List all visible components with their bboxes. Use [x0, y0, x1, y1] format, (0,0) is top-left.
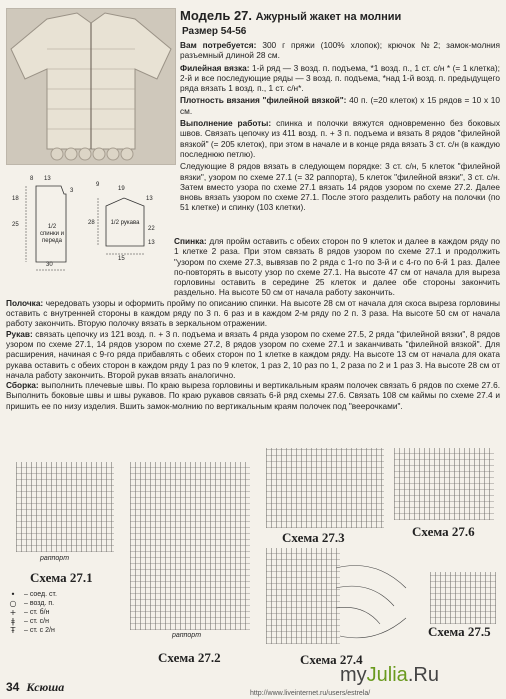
chain-stitch-icon: ○ — [9, 599, 17, 608]
double-crochet-icon: ǂ — [11, 617, 15, 626]
assembly-text: выполнить плечевые швы. По краю выреза горловины и вертикальным краям полочек связать 6 рядов по схеме 27.6. Выполнить боковые швы и швы рукавов. По краю рукавов связать 6-й ряд схемы 27.6. Связать 108 см каймы по схеме 27.4 и пришить ее по низу изделия. Вшить замок-молнию по вертикальным краям полочек под "веерочками". — [6, 380, 500, 411]
scheme-27-3-caption: Схема 27.3 — [282, 530, 345, 545]
page-number: 34 — [6, 680, 20, 694]
scheme-27-1-caption: Схема 27.1 — [30, 570, 93, 585]
work-paragraph — [180, 118, 500, 159]
dim-9: 9 — [96, 182, 100, 188]
scheme-27-3-diagram — [266, 448, 384, 528]
model-title — [180, 8, 401, 23]
scheme-27-5-diagram — [430, 572, 496, 624]
single-crochet-icon: + — [9, 608, 17, 617]
back-paragraph — [6, 236, 500, 298]
scheme-27-4-diagram — [266, 548, 416, 648]
continuation-paragraph: Следующие 8 рядов вязать в следующем порядке: 3 ст. с/н, 5 клеток "филейной вязки", узором по схеме 27.1 (= 32 раппорта), 5 клеток "филейной вязки", 3 ст. с/н. Затем вместо узора по схеме 27.1 вязать 14 рядов узором по схеме 27.2. Далее вновь вязать узором по схеме 27.1. После этого разделить работу на полочки (по 51 клетке) и спинку (103 клетки). — [180, 161, 500, 213]
dim-13c: 13 — [148, 240, 155, 246]
treble-crochet-icon: Ŧ — [10, 626, 16, 635]
scheme-27-4-caption: Схема 27.4 — [300, 652, 363, 667]
model-number: Модель 27. — [180, 8, 253, 23]
watermark-part: my — [340, 664, 367, 686]
size-label: Размер 54-56 — [182, 26, 247, 37]
scheme-27-5-caption: Схема 27.5 — [428, 624, 491, 639]
sleeve-text: связать цепочку из 121 возд. п. + 3 п. подъема и вязать 4 ряда узором по схеме 27.5, 2 ряда "филейной вязки", 8 рядов узором по схеме 27.1, 14 рядов узором по схеме 27.2, 8 рядов узором по схеме 27.1 и заканчивать "филейной вязкой". Для расширения, начиная с 9-го ряда прибавлять с обеих сторон по 1 клетке в каждом ряду. На высоте 13 см от начала для оката рукава оставить с обеих сторон в каждом ряду 1 раз по 9 клеток, 1 раз 2, 10 раз по 1, 2 раза по 2 и 1 раз 3. На высоте 28 см от начала работу закончить. Второй рукав вязать аналогично. — [6, 328, 500, 380]
legend-label: – соед. ст. — [24, 591, 57, 598]
dim-3: 3 — [70, 188, 74, 194]
watermark-part: Julia — [366, 664, 408, 686]
assembly-label: Сборка: — [6, 380, 39, 391]
legend-label: – ст. с/н — [24, 618, 49, 625]
sleeve-paragraph — [6, 329, 500, 380]
dim-25: 25 — [12, 222, 19, 228]
dim-19: 19 — [118, 186, 125, 192]
dim-18: 18 — [12, 196, 19, 202]
scheme-27-6-caption: Схема 27.6 — [412, 524, 475, 539]
scheme-27-2-rapport: раппорт — [172, 632, 202, 639]
magazine-name: Ксюша — [26, 680, 65, 694]
filet-text: 1-й ряд — 3 возд. п. подъема, *1 возд. п., 1 ст. с/н * (= 1 клетка); 2-й и все последующие ряды — 3 возд. п. подъема, *над 1-й возд. п. предыдущего ряда вязать 1 возд. п., 1 ст. с/н*. — [180, 62, 500, 94]
back-label: Спинка: — [174, 236, 207, 246]
density-label: Плотность вязания "филейной вязкой": — [180, 95, 347, 106]
legend-label: – ст. б/н — [24, 609, 50, 616]
front-text: чередовать узоры и оформить пройму по описанию спинки. На высоте 28 см от начала для скоса выреза горловины оставить с внутренней стороны в каждом ряду по 3 п. 6 раз и в каждом 2-м ряду по 2 п. 3 раза. На высоте 50 см от начала работу закончить. Вторую полочку вязать в зеркальном отражении. — [6, 297, 501, 329]
legend-item — [6, 617, 57, 626]
dim-30: 30 — [46, 262, 53, 268]
front-label: Полочка: — [6, 297, 44, 308]
legend — [6, 590, 57, 635]
scheme-27-6-diagram — [394, 448, 494, 520]
scheme-27-2-diagram — [130, 462, 250, 630]
instructions-full — [6, 236, 500, 411]
dim-13: 13 — [44, 176, 51, 182]
watermark-part: .Ru — [407, 664, 439, 686]
scheme-27-1-diagram — [16, 462, 114, 552]
half-back-label: 1/2 спинки и переда — [40, 224, 64, 244]
dim-22: 22 — [148, 226, 155, 232]
legend-item — [6, 599, 57, 608]
assembly-paragraph — [6, 380, 500, 411]
page-footer — [6, 680, 64, 695]
dim-15: 15 — [118, 256, 125, 262]
filet-label: Филейная вязка: — [180, 62, 250, 73]
scheme-27-1-rapport: раппорт — [40, 555, 70, 562]
dim-8: 8 — [30, 176, 34, 182]
legend-item — [6, 590, 57, 599]
materials-label: Вам потребуется: — [180, 40, 257, 50]
materials-paragraph — [180, 40, 500, 61]
legend-label: – возд. п. — [24, 600, 55, 607]
density-paragraph — [180, 95, 500, 116]
front-paragraph — [6, 298, 500, 329]
model-subtitle: Ажурный жакет на молнии — [255, 11, 402, 23]
slip-stitch-icon: • — [10, 590, 16, 599]
work-text: спинка и полочки вяжутся одновременно без боковых швов. Связать цепочку из 411 возд. п. + 3 п. подъема и вязать 8 рядов "филейной вязкой" (= 205 клеток), при этом в начале и в конце ряда вязать 3 ст. с/н (в каждую последнюю петлю). — [180, 118, 500, 159]
back-text: для пройм оставить с обеих сторон по 9 клеток и далее в каждом ряду по 1 клетке 2 раза. При этом связать 8 рядов узором по схеме 27.1 и продолжить "узором по схеме 27.3, вывязав по 2 ряда с 1-го по 3-й и с 4-го по 6-й 1 раз. Далее по-повторять в высоту узор по схеме 27.1. На высоте 47 см от начала для выреза горловины оставить в середине 25 клеток и далее обе стороны закончить раздельно. На высоте 50 см от начала работу закончить. — [174, 236, 501, 298]
materials-text: 300 г пряжи (100% хлопок); крючок №2; замок-молния разъемный длиной 28 см. — [180, 40, 500, 61]
sleeve-label: 1/2 рукава — [110, 220, 140, 226]
dim-28: 28 — [88, 220, 95, 226]
dim-13b: 13 — [146, 196, 153, 202]
work-label: Выполнение работы: — [180, 118, 272, 129]
sleeve-label-bold: Рукав: — [6, 328, 33, 339]
instructions-top — [180, 40, 500, 213]
scheme-27-2-caption: Схема 27.2 — [158, 650, 221, 665]
watermark — [340, 664, 439, 687]
legend-item — [6, 626, 57, 635]
density-text: 40 п. (=20 клеток) х 15 рядов = 10 х 10 см. — [180, 95, 500, 116]
legend-label: – ст. с 2/н — [24, 627, 55, 634]
source-url[interactable]: http://www.liveinternet.ru/users/estrela/ — [250, 690, 371, 697]
filet-paragraph — [180, 63, 500, 94]
legend-item — [6, 608, 57, 617]
jacket-photo — [6, 8, 176, 165]
